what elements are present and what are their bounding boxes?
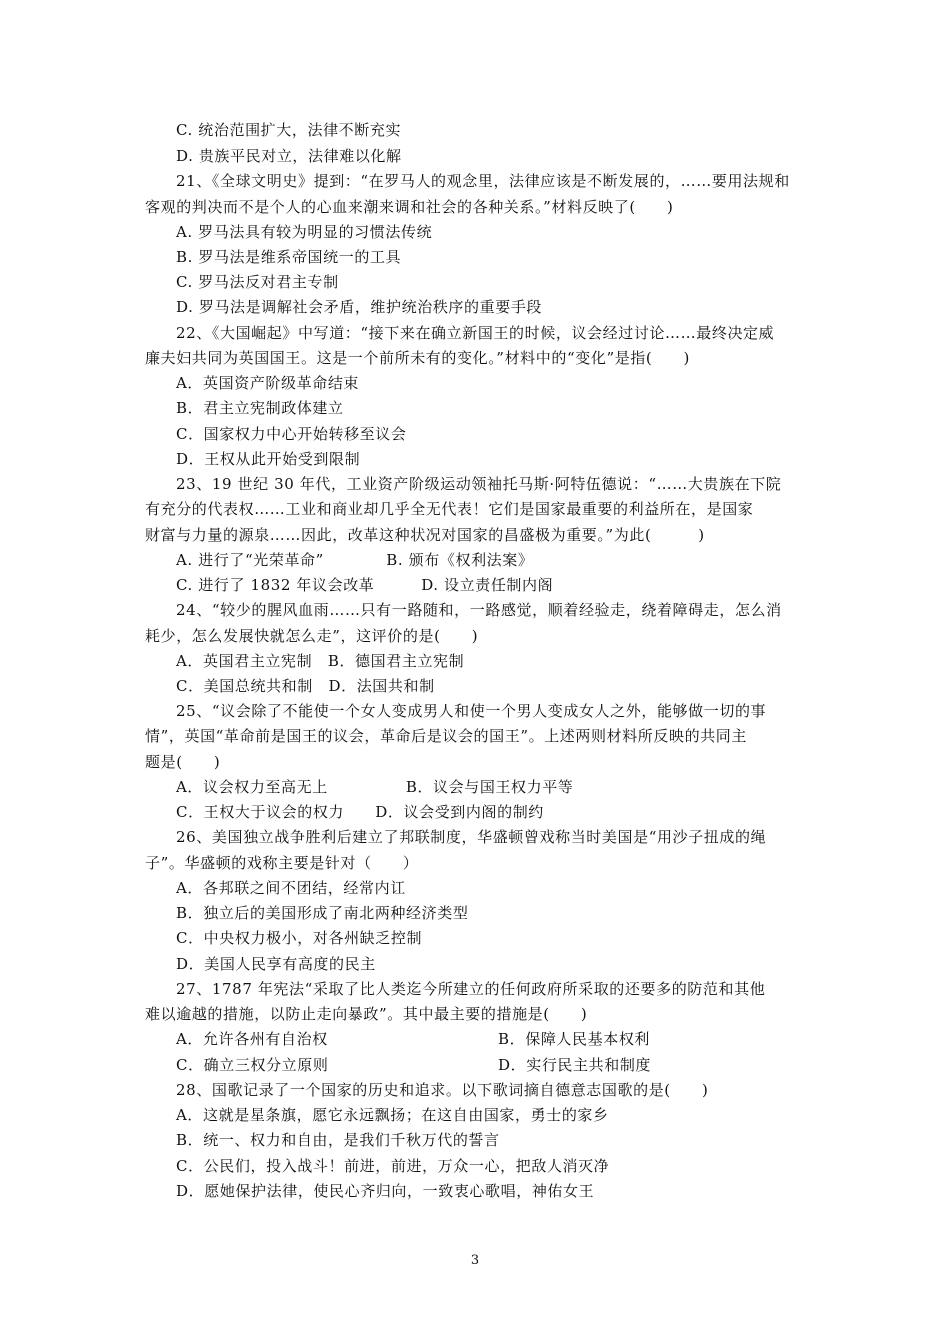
q27-option-d: D．实行民主共和制度 bbox=[498, 1056, 652, 1074]
q21-stem-line1: 21、《全球文明史》提到：“在罗马人的观念里，法律应该是不断发展的，……要用法规和 bbox=[176, 172, 790, 190]
q24-stem-line2: 耗少，怎么发展快就怎么走”，这评价的是( ) bbox=[145, 627, 479, 645]
q22-option-c: C．国家权力中心开始转移至议会 bbox=[176, 425, 407, 443]
q24-stem-line1: 24、“较少的腥风血雨……只有一路随和，一路感觉，顺着经验走，绕着障碍走，怎么消 bbox=[176, 601, 782, 619]
q26-option-a: A．各邦联之间不团结，经常内讧 bbox=[176, 879, 406, 897]
q22-option-a: A．英国资产阶级革命结束 bbox=[176, 374, 360, 392]
q26-option-d: D．美国人民享有高度的民主 bbox=[176, 955, 376, 973]
q21-option-a: A. 罗马法具有较为明显的习惯法传统 bbox=[176, 223, 433, 241]
page-number: 3 bbox=[470, 1253, 480, 1268]
q21-option-c: C. 罗马法反对君主专制 bbox=[176, 273, 339, 291]
q25-stem-line1: 25、“议会除了不能使一个女人变成男人和使一个男人变成女人之外，能够做一切的事 bbox=[176, 702, 767, 720]
q25-options-cd: C．王权大于议会的权力 D．议会受到内阁的制约 bbox=[176, 803, 544, 821]
q20-option-c: C. 统治范围扩大，法律不断充实 bbox=[176, 121, 402, 139]
q25-stem-line3: 题是( ) bbox=[145, 753, 221, 771]
q27-stem-line1: 27、1787 年宪法“采取了比人类迄今所建立的任何政府所采取的还要多的防范和其他 bbox=[176, 980, 766, 998]
q28-option-d: D．愿她保护法律，使民心齐归向，一致衷心歌唱，神佑女王 bbox=[176, 1182, 595, 1200]
q23-stem-line1: 23、19 世纪 30 年代，工业资产阶级运动领袖托马斯·阿特伍德说：“……大贵族在下院 bbox=[176, 475, 782, 493]
q26-stem-line1: 26、美国独立战争胜利后建立了邦联制度，华盛顿曾戏称当时美国是“用沙子扭成的绳 bbox=[176, 828, 767, 846]
q22-stem-line2: 廉夫妇共同为英国国王。这是一个前所未有的变化。”材料中的“变化”是指( ) bbox=[145, 349, 691, 367]
q22-option-b: B．君主立宪制政体建立 bbox=[176, 399, 344, 417]
q28-option-a: A．这就是星条旗，愿它永远飘扬；在这自由国家，勇士的家乡 bbox=[176, 1106, 609, 1124]
q28-stem: 28、国歌记录了一个国家的历史和追求。以下歌词摘自德意志国歌的是( ) bbox=[176, 1081, 709, 1099]
q23-stem-line2: 有充分的代表权……工业和商业却几乎全无代表！它们是国家最重要的利益所在，是国家 bbox=[145, 500, 754, 518]
q21-option-d: D. 罗马法是调解社会矛盾，维护统治秩序的重要手段 bbox=[176, 298, 543, 316]
q24-options-cd: C．美国总统共和制 D．法国共和制 bbox=[176, 677, 435, 695]
q26-option-b: B．独立后的美国形成了南北两种经济类型 bbox=[176, 904, 469, 922]
q28-option-c: C．公民们，投入战斗！前进，前进，万众一心，把敌人消灭净 bbox=[176, 1157, 610, 1175]
q21-stem-line2: 客观的判决而不是个人的心血来潮来调和社会的各种关系。”材料反映了( ) bbox=[145, 198, 674, 216]
q24-options-ab: A．英国君主立宪制 B．德国君主立宪制 bbox=[176, 652, 465, 670]
q27-option-a: A．允许各州有自治权 bbox=[176, 1030, 328, 1048]
q23-options-cd: C. 进行了 1832 年议会改革 D. 设立责任制内阁 bbox=[176, 576, 554, 594]
q25-options-ab: A．议会权力至高无上 B．议会与国王权力平等 bbox=[176, 778, 574, 796]
q23-options-ab: A. 进行了“光荣革命” B. 颁布《权利法案》 bbox=[176, 551, 534, 569]
q27-option-c: C．确立三权分立原则 bbox=[176, 1056, 329, 1074]
q23-stem-line3: 财富与力量的源泉……因此，改革这种状况对国家的昌盛极为重要。”为此( ) bbox=[145, 526, 705, 544]
q26-stem-line2: 子”。华盛顿的戏称主要是针对（ ） bbox=[145, 854, 419, 872]
q21-option-b: B. 罗马法是维系帝国统一的工具 bbox=[176, 248, 402, 266]
q20-option-d: D. 贵族平民对立，法律难以化解 bbox=[176, 147, 402, 165]
q27-option-b: B．保障人民基本权利 bbox=[498, 1030, 651, 1048]
q28-option-b: B．统一、权力和自由，是我们千秋万代的誓言 bbox=[176, 1131, 500, 1149]
q26-option-c: C．中央权力极小，对各州缺乏控制 bbox=[176, 929, 423, 947]
q22-stem-line1: 22、《大国崛起》中写道：“接下来在确立新国王的时候，议会经过讨论……最终决定威 bbox=[176, 324, 775, 342]
q25-stem-line2: 情”，英国“革命前是国王的议会，革命后是议会的国王”。上述两则材料所反映的共同主 bbox=[145, 727, 748, 745]
q27-stem-line2: 难以逾越的措施，以防止走向暴政”。其中最主要的措施是( ) bbox=[145, 1005, 588, 1023]
q22-option-d: D．王权从此开始受到限制 bbox=[176, 450, 361, 468]
